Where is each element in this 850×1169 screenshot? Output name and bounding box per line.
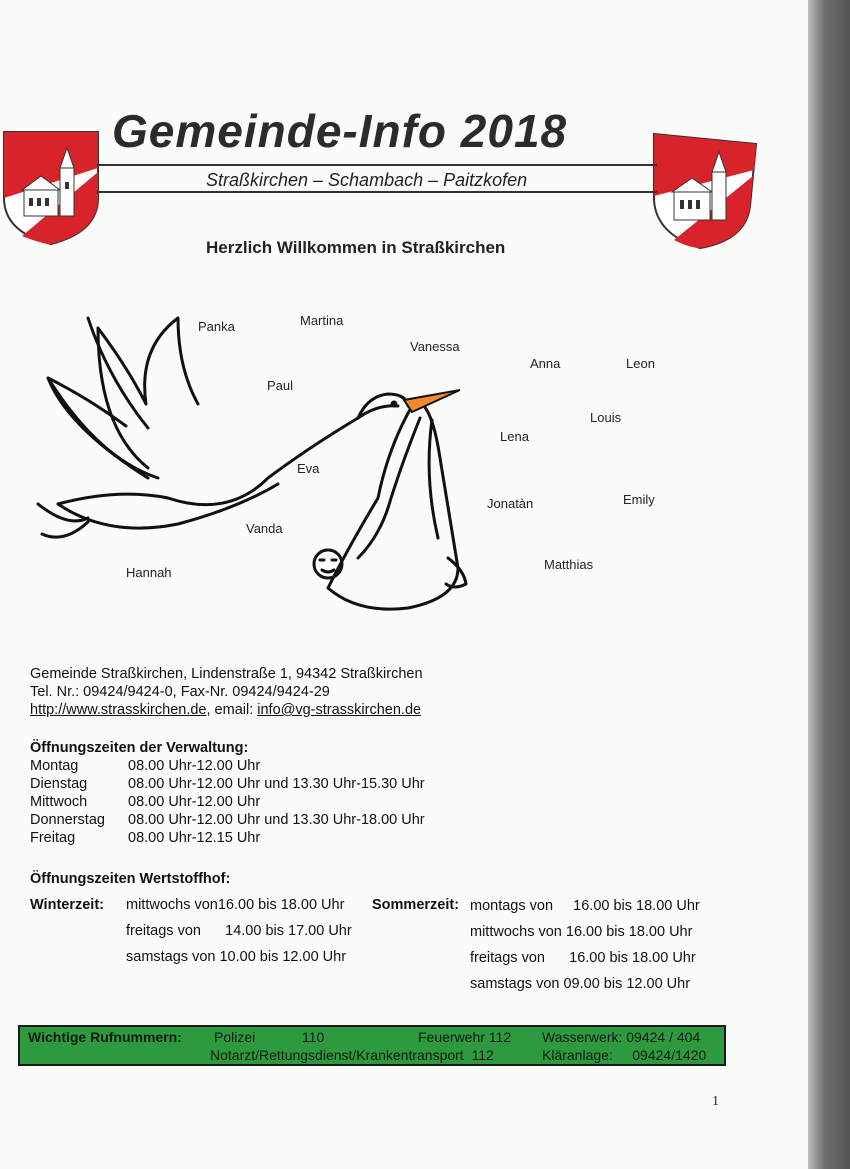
summer-time: montags von 16.00 bis 18.00 Uhr xyxy=(470,898,700,914)
page-title: Gemeinde-Info 2018 xyxy=(112,105,568,157)
polizei-number: 110 xyxy=(302,1029,325,1045)
name-label: Panka xyxy=(198,319,235,334)
email-link[interactable]: info@vg-strasskirchen.de xyxy=(257,702,422,718)
winter-time: freitags von 14.00 bis 17.00 Uhr xyxy=(126,923,352,939)
title-rule-bottom xyxy=(97,191,657,193)
winter-time: mittwochs von16.00 bis 18.00 Uhr xyxy=(126,897,345,913)
summer-time: freitags von 16.00 bis 18.00 Uhr xyxy=(470,950,696,966)
name-label: Matthias xyxy=(544,557,594,572)
office-hours-row: Donnerstag 08.00 Uhr-12.00 Uhr und 13.30 Uhr-18.00 Uhr xyxy=(30,812,425,828)
name-label: Lena xyxy=(500,429,529,444)
name-label: Louis xyxy=(590,410,622,425)
crest-right-icon xyxy=(650,130,760,252)
scan-edge-shadow xyxy=(808,0,850,1169)
office-hours-row: Mittwoch 08.00 Uhr-12.00 Uhr xyxy=(30,794,261,810)
page-subtitle: Straßkirchen – Schambach – Paitzkofen xyxy=(206,170,528,190)
address-line: Gemeinde Straßkirchen, Lindenstraße 1, 94342 Straßkirchen xyxy=(30,666,423,682)
important-numbers-bar xyxy=(18,1025,726,1066)
name-label: Paul xyxy=(267,378,294,393)
recycling-heading: Öffnungszeiten Wertstoffhof: xyxy=(30,871,231,887)
office-hours-heading: Öffnungszeiten der Verwaltung: xyxy=(30,740,249,756)
title-rule-top xyxy=(97,164,657,166)
welcome-heading: Herzlich Willkommen in Straßkirchen xyxy=(206,238,506,257)
page-number: 1 xyxy=(712,1094,719,1109)
important-numbers-label: Wichtige Rufnummern: xyxy=(28,1029,182,1045)
summer-label: Sommerzeit: xyxy=(372,897,460,913)
klaeranlage-number: Kläranlage: 09424/1420 xyxy=(542,1047,707,1063)
name-label: Martina xyxy=(300,313,344,328)
summer-time: samstags von 09.00 bis 12.00 Uhr xyxy=(470,976,691,992)
office-hours-row: Freitag 08.00 Uhr-12.15 Uhr xyxy=(30,830,261,846)
notarzt-number: Notarzt/Rettungsdienst/Krankentransport 112 xyxy=(210,1047,494,1063)
polizei-label: Polizei xyxy=(214,1029,256,1045)
name-label: Vanda xyxy=(246,521,283,536)
web-email-line xyxy=(30,702,421,718)
email-prefix: , email: xyxy=(206,702,258,718)
summer-time: mittwochs von 16.00 bis 18.00 Uhr xyxy=(470,924,693,940)
name-label: Anna xyxy=(530,356,561,371)
bleed-through-text xyxy=(480,80,484,96)
feuerwehr-number: Feuerwehr 112 xyxy=(418,1029,512,1045)
office-hours-row: Dienstag 08.00 Uhr-12.00 Uhr und 13.30 Uhr-15.30 Uhr xyxy=(30,776,425,792)
phone-fax-line: Tel. Nr.: 09424/9424-0, Fax-Nr. 09424/9424-29 xyxy=(30,684,330,700)
winter-time: samstags von 10.00 bis 12.00 Uhr xyxy=(126,949,347,965)
crest-left-icon xyxy=(2,128,100,246)
name-label: Hannah xyxy=(126,565,172,580)
name-label: Eva xyxy=(297,461,320,476)
name-label: Emily xyxy=(623,492,655,507)
name-label: Jonatàn xyxy=(487,496,534,511)
office-hours-row: Montag 08.00 Uhr-12.00 Uhr xyxy=(30,758,261,774)
website-link[interactable]: http://www.strasskirchen.de xyxy=(30,702,207,718)
name-label: Vanessa xyxy=(410,339,460,354)
stork-illustration xyxy=(28,308,478,628)
name-label: Leon xyxy=(626,356,655,371)
winter-label: Winterzeit: xyxy=(30,897,104,913)
wasserwerk-number: Wasserwerk: 09424 / 404 xyxy=(542,1029,701,1045)
